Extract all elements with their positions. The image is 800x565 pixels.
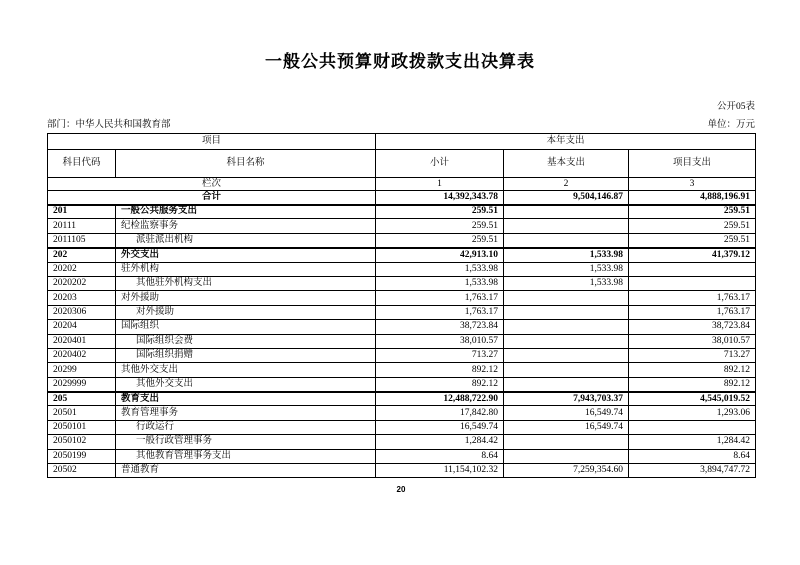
cell-subject-code: 20501 <box>48 406 116 420</box>
cell-basic-expenditure: 7,259,354.60 <box>504 464 629 478</box>
cell-subject-code: 2020306 <box>48 305 116 319</box>
table-row <box>48 233 756 247</box>
cell-subtotal: 259.51 <box>376 219 504 233</box>
cell-project-expenditure: 713.27 <box>629 348 756 362</box>
cell-subtotal: 1,533.98 <box>376 276 504 290</box>
cell-subject-name: 一般公共服务支出 <box>116 205 376 219</box>
cell-basic-expenditure <box>504 334 629 348</box>
total-row <box>48 191 756 205</box>
cell-subject-code: 20502 <box>48 464 116 478</box>
cell-subject-name: 外交支出 <box>116 248 376 262</box>
cell-subtotal: 892.12 <box>376 363 504 377</box>
cell-basic-expenditure: 7,943,703.37 <box>504 392 629 406</box>
table-body <box>48 205 756 478</box>
table-row <box>48 464 756 478</box>
cell-subject-name: 国际组织捐赠 <box>116 348 376 362</box>
total-label: 合计 <box>48 191 376 205</box>
table-row <box>48 449 756 463</box>
cell-project-expenditure: 1,293.06 <box>629 406 756 420</box>
cell-subtotal: 38,723.84 <box>376 320 504 334</box>
cell-subject-code: 202 <box>48 248 116 262</box>
budget-table <box>47 133 756 478</box>
cell-basic-expenditure <box>504 305 629 319</box>
cell-subject-name: 驻外机构 <box>116 262 376 276</box>
cell-basic-expenditure <box>504 233 629 247</box>
cell-subject-code: 2050102 <box>48 435 116 449</box>
cell-subtotal: 8.64 <box>376 449 504 463</box>
table-row <box>48 334 756 348</box>
table-row <box>48 435 756 449</box>
cell-basic-expenditure <box>504 363 629 377</box>
cell-subtotal: 1,763.17 <box>376 291 504 305</box>
cell-subject-name: 国际组织会费 <box>116 334 376 348</box>
cell-basic-expenditure: 1,533.98 <box>504 262 629 276</box>
cell-basic-expenditure <box>504 377 629 391</box>
table-row <box>48 348 756 362</box>
cell-subject-name: 其他教育管理事务支出 <box>116 449 376 463</box>
cell-subject-name: 普通教育 <box>116 464 376 478</box>
cell-subtotal: 42,913.10 <box>376 248 504 262</box>
table-row <box>48 320 756 334</box>
header-group-row <box>48 134 756 150</box>
table-row <box>48 276 756 290</box>
cell-subject-code: 205 <box>48 392 116 406</box>
cell-subject-code: 2011105 <box>48 233 116 247</box>
header-project-expenditure: 项目支出 <box>629 150 756 178</box>
cell-project-expenditure: 259.51 <box>629 233 756 247</box>
cell-subject-code: 2050101 <box>48 420 116 434</box>
cell-project-expenditure: 1,763.17 <box>629 305 756 319</box>
cell-subtotal: 11,154,102.32 <box>376 464 504 478</box>
unit-label: 单位：万元 <box>707 120 755 130</box>
cell-project-expenditure: 41,379.12 <box>629 248 756 262</box>
cell-subtotal: 38,010.57 <box>376 334 504 348</box>
table-row <box>48 305 756 319</box>
cell-basic-expenditure <box>504 205 629 219</box>
total-subtotal: 14,392,343.78 <box>376 191 504 205</box>
cell-project-expenditure: 1,284.42 <box>629 435 756 449</box>
cell-project-expenditure: 3,894,747.72 <box>629 464 756 478</box>
cell-project-expenditure: 1,763.17 <box>629 291 756 305</box>
cell-basic-expenditure <box>504 435 629 449</box>
cell-project-expenditure <box>629 420 756 434</box>
total-project-expenditure: 4,888,196.91 <box>629 191 756 205</box>
cell-subject-code: 20203 <box>48 291 116 305</box>
total-basic-expenditure: 9,504,146.87 <box>504 191 629 205</box>
cell-subtotal: 1,763.17 <box>376 305 504 319</box>
cell-basic-expenditure: 16,549.74 <box>504 406 629 420</box>
table-row <box>48 219 756 233</box>
cell-subject-code: 20202 <box>48 262 116 276</box>
cell-subject-code: 2020401 <box>48 334 116 348</box>
cell-subtotal: 1,533.98 <box>376 262 504 276</box>
table-row <box>48 262 756 276</box>
table-meta <box>47 98 755 130</box>
table-row <box>48 291 756 305</box>
cell-subject-code: 2020202 <box>48 276 116 290</box>
cell-project-expenditure: 38,010.57 <box>629 334 756 348</box>
cell-project-expenditure: 8.64 <box>629 449 756 463</box>
cell-project-expenditure: 892.12 <box>629 377 756 391</box>
cell-basic-expenditure <box>504 449 629 463</box>
cell-subtotal: 259.51 <box>376 205 504 219</box>
cell-project-expenditure: 892.12 <box>629 363 756 377</box>
cell-subject-name: 其他外交支出 <box>116 377 376 391</box>
header-basic-expenditure: 基本支出 <box>504 150 629 178</box>
cell-subject-code: 2050199 <box>48 449 116 463</box>
cell-subject-name: 对外援助 <box>116 305 376 319</box>
cell-project-expenditure: 259.51 <box>629 219 756 233</box>
cell-basic-expenditure: 1,533.98 <box>504 248 629 262</box>
column-index-1: 1 <box>376 178 504 191</box>
cell-subject-name: 纪检监察事务 <box>116 219 376 233</box>
cell-basic-expenditure <box>504 320 629 334</box>
header-project: 项目 <box>48 134 376 150</box>
cell-subject-name: 对外援助 <box>116 291 376 305</box>
department-label: 部门：中华人民共和国教育部 <box>47 120 171 130</box>
cell-project-expenditure: 259.51 <box>629 205 756 219</box>
cell-subject-code: 20204 <box>48 320 116 334</box>
cell-subtotal: 12,488,722.90 <box>376 392 504 406</box>
column-index-3: 3 <box>629 178 756 191</box>
header-subject-code: 科目代码 <box>48 150 116 178</box>
header-subtotal: 小计 <box>376 150 504 178</box>
cell-basic-expenditure: 16,549.74 <box>504 420 629 434</box>
cell-basic-expenditure <box>504 291 629 305</box>
cell-subtotal: 1,284.42 <box>376 435 504 449</box>
cell-project-expenditure: 4,545,019.52 <box>629 392 756 406</box>
header-subject-name: 科目名称 <box>116 150 376 178</box>
column-index-row <box>48 178 756 191</box>
header-columns-row <box>48 150 756 178</box>
table-row <box>48 377 756 391</box>
table-row <box>48 420 756 434</box>
cell-project-expenditure <box>629 276 756 290</box>
cell-subject-name: 国际组织 <box>116 320 376 334</box>
column-index-2: 2 <box>504 178 629 191</box>
cell-subject-code: 2029999 <box>48 377 116 391</box>
cell-subject-name: 其他驻外机构支出 <box>116 276 376 290</box>
table-row <box>48 248 756 262</box>
cell-subtotal: 259.51 <box>376 233 504 247</box>
cell-subject-name: 派驻派出机构 <box>116 233 376 247</box>
table-row <box>48 363 756 377</box>
cell-basic-expenditure: 1,533.98 <box>504 276 629 290</box>
table-row <box>48 406 756 420</box>
cell-subject-code: 2020402 <box>48 348 116 362</box>
cell-subtotal: 16,549.74 <box>376 420 504 434</box>
cell-subtotal: 17,842.80 <box>376 406 504 420</box>
cell-basic-expenditure <box>504 348 629 362</box>
cell-subtotal: 713.27 <box>376 348 504 362</box>
page-title: 一般公共预算财政拨款支出决算表 <box>265 52 535 71</box>
cell-project-expenditure: 38,723.84 <box>629 320 756 334</box>
header-current-year-expenditure: 本年支出 <box>376 134 756 150</box>
cell-subject-name: 行政运行 <box>116 420 376 434</box>
cell-subject-name: 教育管理事务 <box>116 406 376 420</box>
cell-subject-code: 201 <box>48 205 116 219</box>
table-code-label: 公开05表 <box>716 102 755 112</box>
cell-subject-name: 教育支出 <box>116 392 376 406</box>
cell-subject-code: 20111 <box>48 219 116 233</box>
cell-subtotal: 892.12 <box>376 377 504 391</box>
cell-project-expenditure <box>629 262 756 276</box>
table-row <box>48 205 756 219</box>
table-row <box>48 392 756 406</box>
cell-subject-code: 20299 <box>48 363 116 377</box>
page-number: 20 <box>396 485 406 495</box>
cell-basic-expenditure <box>504 219 629 233</box>
column-index-label: 栏次 <box>48 178 376 191</box>
cell-subject-name: 一般行政管理事务 <box>116 435 376 449</box>
cell-subject-name: 其他外交支出 <box>116 363 376 377</box>
